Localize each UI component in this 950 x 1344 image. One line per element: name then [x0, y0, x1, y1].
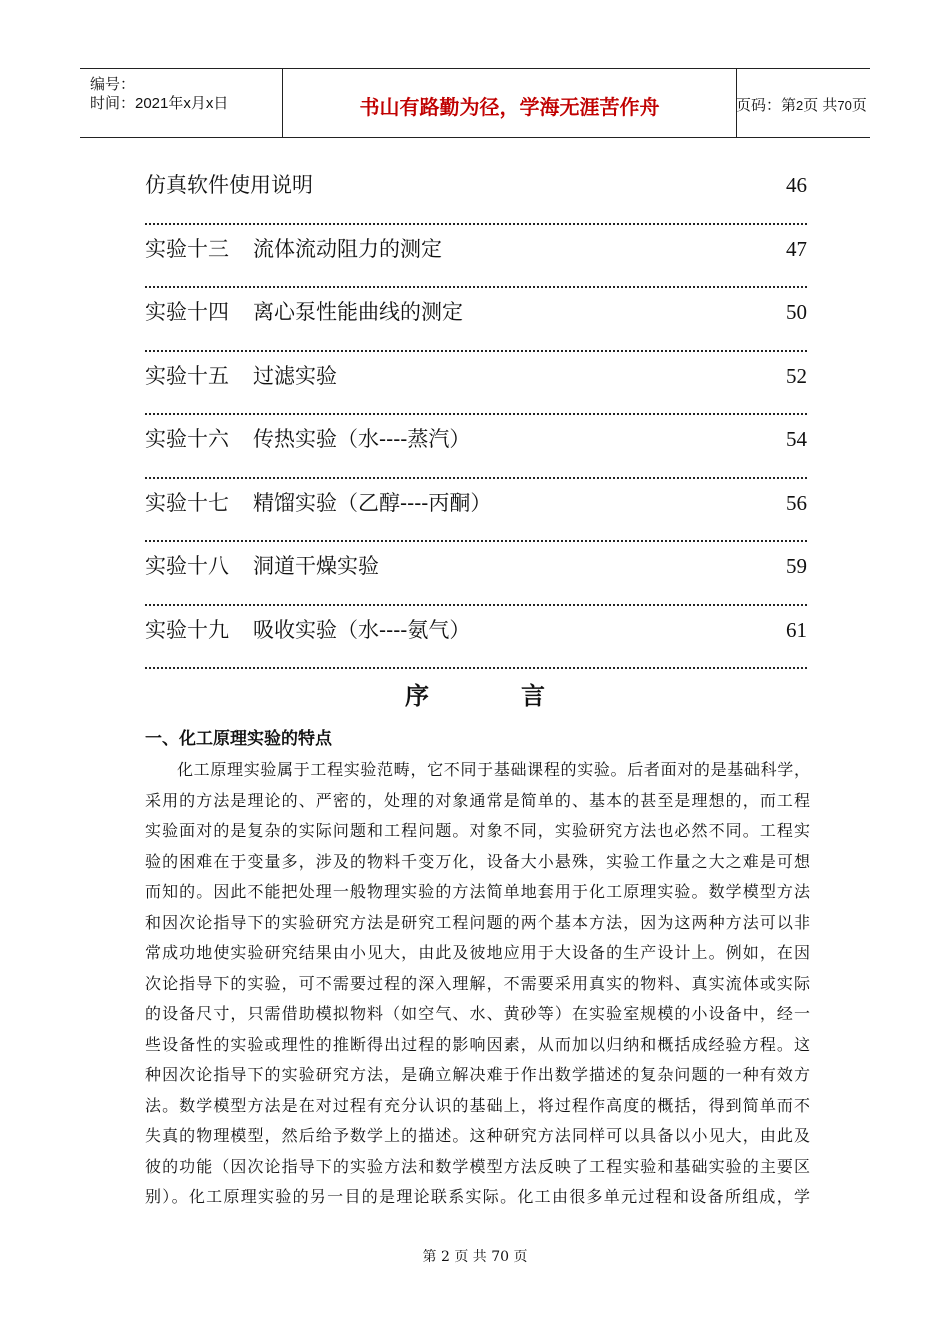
- body-line: 常成功地使实验研究结果由小见大，由此及彼地应用于大设备的生产设计上。例如，在因: [145, 943, 810, 962]
- body-line: 法。数学模型方法是在对过程有充分认识的基础上，将过程作高度的概括，得到简单而不: [145, 1095, 810, 1115]
- body-line: 失真的物理模型，然后给予数学上的描述。这种研究方法同样可以具备以小见大，由此及: [145, 1126, 810, 1145]
- toc-leader: [145, 413, 807, 415]
- toc-entry[interactable]: [145, 488, 807, 552]
- toc-entry-title: 流体流动阻力的测定: [253, 236, 442, 261]
- page-total: 70: [837, 98, 852, 113]
- toc-entry[interactable]: [145, 424, 807, 488]
- footer-prefix: 第: [422, 1249, 437, 1265]
- toc-entry-number: 实验十六: [145, 427, 229, 451]
- toc-leader: [145, 350, 807, 352]
- body-line: 化工原理实验属于工程实验范畴，它不同于基础课程的实验。后者面对的是基础科学，: [177, 760, 810, 779]
- motto: 书山有路勤为径，学海无涯苦作舟: [359, 95, 660, 119]
- toc-entry[interactable]: [145, 615, 807, 679]
- toc-entry[interactable]: [145, 361, 807, 425]
- toc-entry-number: 实验十三: [145, 236, 229, 261]
- preface-title: 序言: [405, 681, 637, 710]
- body-line: 和因次论指导下的实验研究方法是研究工程问题的两个基本方法，因为这两种方法可以非: [145, 912, 810, 932]
- toc-entry-number: 实验十九: [145, 617, 229, 642]
- toc-entry-title: 精馏实验（乙醇----丙酮）: [253, 490, 492, 515]
- toc-entry-page: 59: [786, 554, 807, 578]
- toc-leader: [145, 540, 807, 542]
- toc-entry-page: 54: [786, 427, 807, 451]
- page-mid: 页 共: [803, 97, 838, 114]
- toc-entry-title: 洞道干燥实验: [253, 554, 379, 578]
- page-number: 2: [796, 98, 804, 113]
- page-suffix: 页: [851, 97, 867, 114]
- header-meta-cell: [80, 69, 282, 137]
- toc-entry[interactable]: [145, 234, 807, 298]
- toc-entry-page: 47: [786, 236, 807, 261]
- toc-entry-page: 56: [786, 490, 807, 515]
- header-motto-cell: [282, 69, 737, 137]
- body-line: 些设备性的实验或理性的推断得出过程的影响因素，从而加以归纳和概括成经验方程。这: [145, 1034, 810, 1054]
- toc-entry-number: 实验十四: [145, 300, 229, 324]
- body-line: 而知的。因此不能把处理一般物理实验的方法简单地套用于化工原理实验。数学模型方法: [145, 882, 810, 901]
- body-line: 验的困难在于变量多，涉及的物料千变万化，设备大小悬殊，实验工作量之大之难是可想: [145, 851, 810, 871]
- toc-entry-page: 52: [786, 363, 807, 388]
- page-header: [80, 68, 870, 138]
- toc-entry-title: 过滤实验: [253, 363, 337, 388]
- footer-page-number: 2: [440, 1249, 450, 1265]
- page-prefix: 页码：第: [736, 97, 797, 114]
- page-footer: [0, 1246, 950, 1266]
- header-page-info: [736, 94, 870, 115]
- footer-mid: 页 共: [454, 1249, 487, 1265]
- toc-entry-page: 50: [786, 300, 807, 324]
- body-line: 实验面对的是复杂的实际问题和工程问题。对象不同，实验研究方法也必然不同。工程实: [145, 821, 810, 840]
- toc-entry-title: 吸收实验（水----氨气）: [253, 617, 471, 642]
- body-line: 种因次论指导下的实验研究方法，是确立解决难于作出数学描述的复杂问题的一种有效方: [145, 1065, 810, 1084]
- toc-entry[interactable]: [145, 551, 807, 615]
- toc-entry-page: 61: [786, 617, 807, 642]
- body-line: 彼的功能（因次论指导下的实验方法和数学模型方法反映了工程实验和基础实验的主要区: [145, 1156, 810, 1176]
- body-line: 采用的方法是理论的、严密的，处理的对象通常是简单的、基本的甚至是理想的，而工程: [145, 790, 810, 810]
- toc-entry-title: 离心泵性能曲线的测定: [253, 300, 463, 324]
- table-of-contents: [145, 170, 807, 678]
- toc-entry-title: 仿真软件使用说明: [145, 173, 313, 197]
- toc-entry-title: 传热实验（水----蒸汽）: [253, 427, 471, 451]
- toc-entry-number: 实验十七: [145, 490, 229, 515]
- toc-leader: [145, 286, 807, 288]
- serial-label: 编号：: [90, 76, 136, 93]
- toc-leader: [145, 477, 807, 479]
- toc-leader: [145, 667, 807, 669]
- footer-suffix: 页: [513, 1249, 528, 1265]
- toc-entry[interactable]: [145, 297, 807, 361]
- body-paragraph: [145, 755, 810, 1213]
- toc-entry-number: 实验十五: [145, 363, 229, 388]
- toc-entry[interactable]: [145, 170, 807, 234]
- time-label: 时间：2021年x月x日: [90, 95, 229, 112]
- toc-leader: [145, 223, 807, 225]
- section-heading: 一、化工原理实验的特点: [145, 729, 332, 749]
- footer-page-total: 70: [491, 1249, 510, 1265]
- body-line: 次论指导下的实验，可不需要过程的深入理解，不需要采用真实的物料、真实流体或实际: [145, 973, 810, 993]
- body-line: 的设备尺寸，只需借助模拟物料（如空气、水、黄砂等）在实验室规模的小设备中，经一: [145, 1004, 810, 1023]
- body-line: 别）。化工原理实验的另一目的是理论联系实际。化工由很多单元过程和设备所组成，学: [145, 1187, 810, 1206]
- toc-entry-page: 46: [786, 173, 807, 197]
- toc-leader: [145, 604, 807, 606]
- toc-entry-number: 实验十八: [145, 554, 229, 578]
